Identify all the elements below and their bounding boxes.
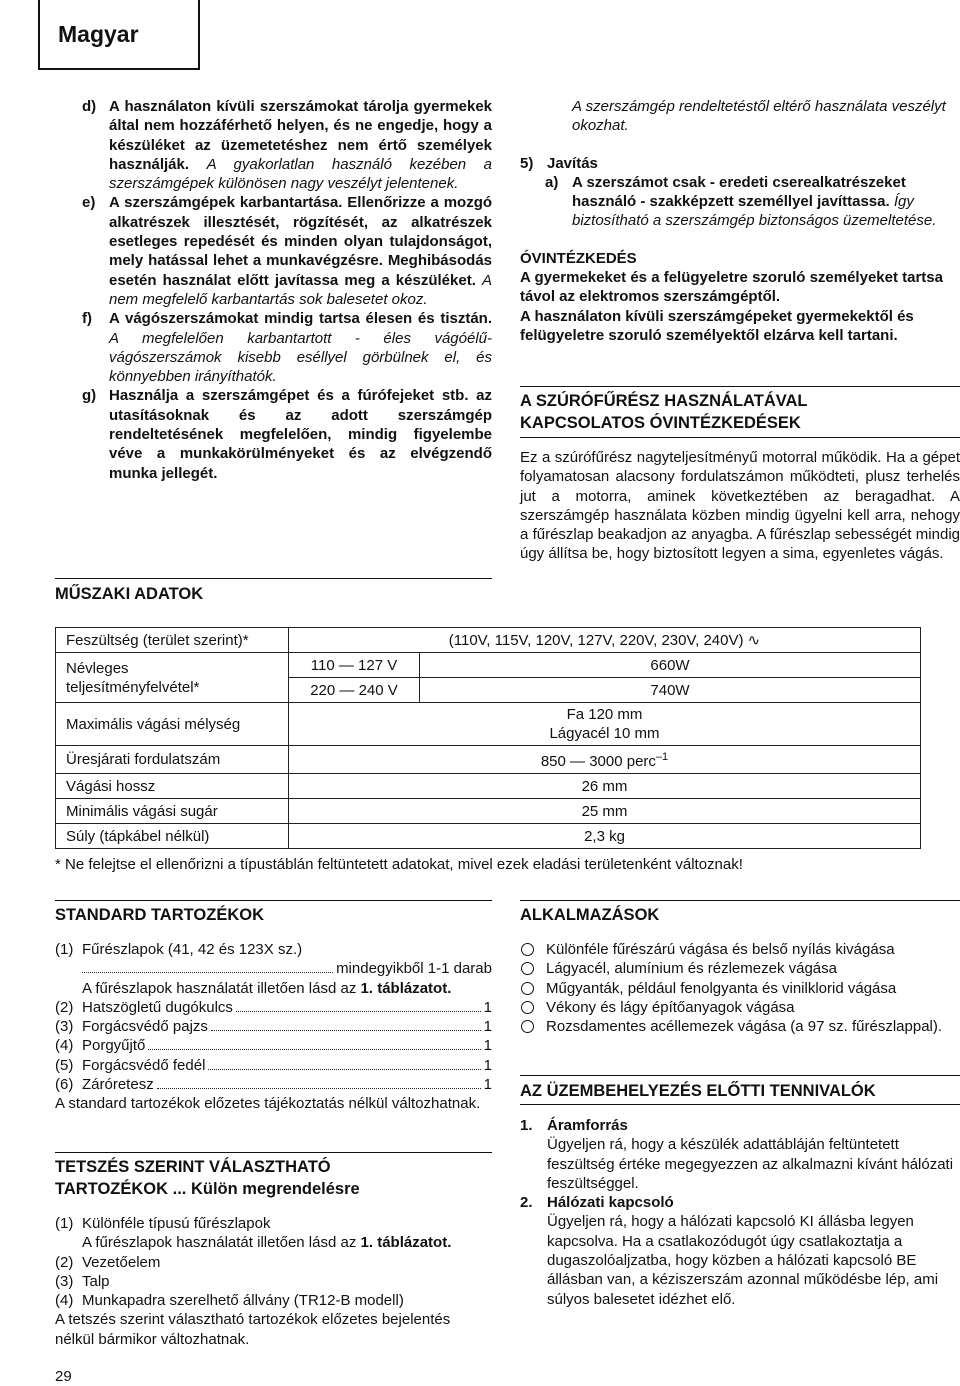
applications-title: ALKALMAZÁSOK — [520, 906, 660, 924]
depth-value: Fa 120 mm Lágyacél 10 mm — [289, 703, 921, 746]
power-voltage-1: 110 — 127 V — [289, 653, 420, 678]
before-list — [520, 1116, 960, 1309]
power-label: Névleges teljesítményfelvétel* — [56, 653, 289, 703]
saw-rule — [520, 386, 960, 387]
depth-label: Maximális vágási mélység — [56, 703, 289, 746]
caution-text-2: A használaton kívüli szerszámgépeket gyermekektől és felügyeletre szoruló személyektől elzárva kell tartani. — [520, 307, 914, 344]
weight-label: Súly (tápkábel nélkül) — [56, 824, 289, 849]
standard-item-4: (4) Porgyűjtő 1 — [55, 1037, 492, 1055]
stroke-label: Vágási hossz — [56, 774, 289, 799]
power-voltage-2: 220 — 240 V — [289, 678, 420, 703]
specs-rule — [55, 578, 492, 579]
repair-item-a: a) A szerszámot csak - eredeti cserealkatrészeket használó - szakképzett személlyel javíttassa. Így biztosítható a szerszámgép biztonságos üzemeltetése. — [545, 173, 937, 230]
standard-title: STANDARD TARTOZÉKOK — [55, 906, 264, 924]
page-number: 29 — [55, 1368, 72, 1385]
repair-heading: 5) Javítás — [520, 154, 598, 172]
safety-items-right — [520, 97, 960, 345]
item-d: d) A használaton kívüli szerszámokat tárolja gyermekek által nem hozzáférhető helyen, és ne engedje, hogy a készüléket az üzemetetéshez nem értő személyek használják. A gyakorlatlan használó kezében a szerszámgépek különösen nagy veszélyt jelentenek. — [82, 98, 492, 193]
item-e: e) A szerszámgépek karbantartása. Ellenőrizze a mozgó alkatrészek illesztését, rögzítését, az alkatrészek esetleges repedését és minden olyan tulajdonságot, mely hatással lehet a munkavégzésre. Meghibásodás esetén használat előtt javítassa meg a készüléket. A nem megfelelő karbantartás sok balesetet okoz. — [82, 194, 493, 308]
standard-note: A standard tartozékok előzetes tájékoztatás nélkül változhatnak. — [55, 1095, 481, 1113]
language-tab — [38, 0, 200, 70]
stroke-value: 26 mm — [289, 774, 921, 799]
before-step-2-text: Ügyeljen rá, hogy a hálózati kapcsoló KI állásba legyen kapcsolva. Ha a csatlakozódugót úgy csatlakoztatja a dugaszolóaljzatba, hogy közben a hálózati kapcsoló BE állásban van, a kéziszerszám azonnal működésbe lép, ami súlyos balesetet idézhet elő. — [547, 1213, 939, 1308]
optional-item-4: (4) Munkapadra szerelhető állvány (TR12-B modell) — [55, 1292, 404, 1310]
before-step-1-title: 1. Áramforrás — [520, 1117, 628, 1134]
applications-list — [520, 940, 960, 1036]
optional-title: TETSZÉS SZERINT VÁLASZTHATÓ TARTOZÉKOK ... Külön megrendelésre — [55, 1158, 360, 1198]
specs-footnote: * Ne felejtse el ellenőrizni a típustáblán feltüntetett adatokat, mivel ezek eladási területenként változnak! — [55, 856, 743, 873]
application-item: Különféle fűrészárú vágása és belső nyílás kivágása — [520, 940, 960, 959]
specs-table — [55, 627, 921, 849]
standard-rule — [55, 900, 492, 901]
application-item: Rozsdamentes acéllemezek vágása (a 97 sz. fűrészlappal). — [520, 1017, 960, 1036]
before-title-rule — [520, 1104, 960, 1105]
standard-item-6: (6) Záróretesz 1 — [55, 1076, 492, 1094]
ac-icon: ∿ — [747, 631, 761, 649]
caution-title: ÓVINTÉZKEDÉS — [520, 249, 637, 267]
optional-item-2: (2) Vezetőelem — [55, 1253, 161, 1271]
speed-value: 850 — 3000 perc$^{-1}$ — [289, 746, 921, 774]
weight-value: 2,3 kg — [289, 824, 921, 849]
optional-rule — [55, 1152, 492, 1153]
speed-label: Üresjárati fordulatszám — [56, 746, 289, 774]
before-step-2-title: 2. Hálózati kapcsoló — [520, 1194, 674, 1212]
application-item: Műgyanták, például fenolgyanta és vinilklorid vágása — [520, 979, 960, 998]
caution-text-1: A gyermekeket és a felügyeletre szoruló személyeket tartsa távol az elektromos szerszámgéptől. — [520, 269, 943, 306]
standard-item-1: (1) Fűrészlapok (41, 42 és 123X sz.) mindegyikből 1-1 darab A fűrészlapok használatát illetően lásd az 1. táblázatot. — [55, 941, 492, 997]
before-title: AZ ÜZEMBEHELYEZÉS ELŐTTI TENNIVALÓK — [520, 1082, 876, 1100]
optional-note: A tetszés szerint választható tartozékok előzetes bejelentés nélkül bármikor változhatnak. — [55, 1311, 451, 1348]
optional-item-1: (1) Különféle típusú fűrészlapok A fűrészlapok használatát illetően lásd az 1. táblázatot. — [55, 1215, 452, 1252]
power-watts-2: 740W — [420, 678, 921, 703]
before-rule — [520, 1075, 960, 1076]
application-item: Lágyacél, alumínium és rézlemezek vágása — [520, 959, 960, 978]
item-f: f) A vágószerszámokat mindig tartsa élesen és tisztán. A megfelelően karbantartott - éles vágóélű-vágószerszámok kisebb eséllyel görbülnek el, és könnyebben irányíthatók. — [82, 310, 492, 386]
before-step-1-text: Ügyeljen rá, hogy a készülék adattábláján feltüntetett feszültség értéke megegyezzen az alkalmazni kívánt hálózati feszültséggel. — [547, 1136, 954, 1192]
voltage-label: Feszültség (terület szerint)* — [56, 628, 289, 653]
continued-text: A szerszámgép rendeltetéstől eltérő használata veszélyt okozhat. — [572, 98, 946, 135]
applications-rule — [520, 900, 960, 901]
saw-title-rule — [520, 437, 960, 438]
voltage-value: (110V, 115V, 120V, 127V, 220V, 230V, 240V) ∿ — [289, 628, 921, 653]
saw-title: A SZÚRÓFŰRÉSZ HASZNÁLATÁVAL KAPCSOLATOS ÓVINTÉZKEDÉSEK — [520, 392, 808, 432]
optional-item-3: (3) Talp — [55, 1272, 110, 1290]
safety-items-left — [82, 97, 492, 483]
power-watts-1: 660W — [420, 653, 921, 678]
standard-item-3: (3) Forgácsvédő pajzs 1 — [55, 1018, 492, 1036]
radius-label: Minimális vágási sugár — [56, 799, 289, 824]
item-g: g) Használja a szerszámgépet és a fúrófejeket stb. az utasításoknak és az adott szerszámgép rendeltetésének megfelelően, mindig figyelembe véve a munkakörülményeket és az elvégzendő munka jellegét. — [82, 387, 492, 482]
standard-item-5: (5) Forgácsvédő fedél 1 — [55, 1056, 492, 1074]
specs-title: MŰSZAKI ADATOK — [55, 585, 204, 603]
standard-list — [55, 940, 492, 1114]
language-label: Magyar — [58, 21, 139, 47]
optional-list — [55, 1214, 492, 1349]
radius-value: 25 mm — [289, 799, 921, 824]
saw-body: Ez a szúrófűrész nagyteljesítményű motorral működik. Ha a gépet folyamatosan alacsony fordulatszámon működteti, plusz terhelés jut a motorra, aminek következtében az beragadhat. A szerszámgép használata közben mindig ügyelni kell arra, nehogy a fűrészlap beakadjon az anyagba. A fűrészlap sebességét mindig úgy állítsa be, hogy biztosított legyen a sima, egyenletes vágás. — [520, 449, 960, 563]
application-item: Vékony és lágy építőanyagok vágása — [520, 998, 960, 1017]
standard-item-2: (2) Hatszögletű dugókulcs 1 — [55, 998, 492, 1016]
